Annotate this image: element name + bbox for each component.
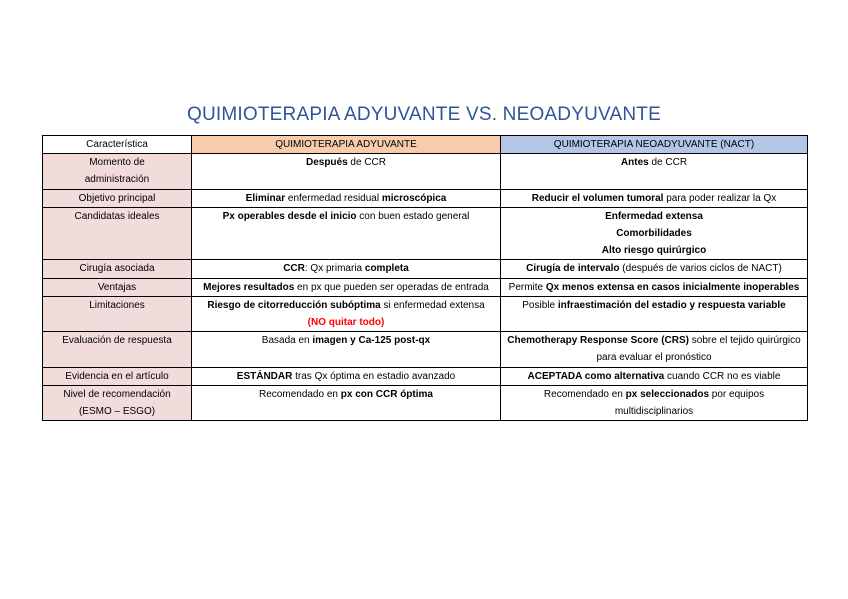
feature-line: administración: [84, 174, 150, 186]
cell-bold-text: Qx menos extensa en casos inicialmente inoperables: [545, 281, 800, 293]
adjuvant-cell: [192, 260, 501, 278]
cell-text: Basada en: [261, 335, 313, 347]
cell-text: tras Qx óptima en estadio avanzado: [292, 370, 456, 382]
cell-bold-line: Enfermedad extensa: [605, 210, 703, 222]
cell-bold-text: infraestimación del estadio y respuesta variable: [557, 299, 786, 311]
row-feature: Cirugía asociada: [43, 260, 192, 278]
cell-bold-text: microscópica: [381, 192, 447, 204]
cell-bold-text: px con CCR óptima: [340, 388, 433, 400]
cell-text: de CCR: [648, 157, 688, 169]
cell-bold-text: Eliminar: [245, 192, 286, 204]
cell-bold-line: Comorbilidades: [616, 228, 692, 240]
row-feature: Limitaciones: [43, 296, 192, 331]
table-row: [43, 207, 808, 260]
adjuvant-cell: [192, 296, 501, 331]
cell-text: enfermedad residual: [285, 192, 382, 204]
table-row: [43, 189, 808, 207]
neoadjuvant-cell: [501, 207, 808, 260]
row-feature: [43, 154, 192, 189]
table-header-row: [43, 136, 808, 154]
header-feature: Característica: [43, 136, 192, 154]
cell-bold-text: imagen y Ca-125 post-qx: [312, 335, 431, 347]
cell-text: (después de varios ciclos de NACT): [619, 263, 782, 275]
table-row: [43, 278, 808, 296]
neoadjuvant-cell: [501, 296, 808, 331]
cell-text: Recomendado en: [259, 388, 341, 400]
cell-bold-text: Reducir el volumen tumoral: [531, 192, 664, 204]
cell-bold-line: Alto riesgo quirúrgico: [601, 245, 707, 257]
row-feature: Ventajas: [43, 278, 192, 296]
header-neoadjuvant: QUIMIOTERAPIA NEOADYUVANTE (NACT): [501, 136, 808, 154]
table-row: [43, 385, 808, 420]
cell-text: Posible: [522, 299, 558, 311]
cell-bold-text: Antes: [620, 157, 649, 169]
adjuvant-cell: [192, 154, 501, 189]
cell-text: sobre el tejido quirúrgico: [688, 335, 801, 347]
row-feature: Evaluación de respuesta: [43, 332, 192, 367]
cell-text: cuando CCR no es viable: [664, 370, 781, 382]
adjuvant-cell: [192, 189, 501, 207]
cell-bold-text: ESTÁNDAR: [236, 370, 293, 382]
cell-bold-text: CCR: [283, 263, 305, 275]
cell-bold-text: px seleccionados: [625, 388, 710, 400]
table-row: [43, 154, 808, 189]
cell-bold-text: Px operables desde el inicio: [222, 210, 357, 222]
table-row: [43, 296, 808, 331]
row-feature: Objetivo principal: [43, 189, 192, 207]
table-row: [43, 367, 808, 385]
adjuvant-cell: [192, 332, 501, 367]
adjuvant-cell: [192, 367, 501, 385]
row-feature: [43, 385, 192, 420]
cell-text: para evaluar el pronóstico: [596, 352, 712, 364]
cell-text: Recomendado en: [543, 388, 626, 400]
neoadjuvant-cell: [501, 278, 808, 296]
neoadjuvant-cell: [501, 260, 808, 278]
cell-text: para poder realizar la Qx: [663, 192, 777, 204]
adjuvant-cell: [192, 207, 501, 260]
feature-line: Momento de: [89, 157, 145, 169]
row-feature: Candidatas ideales: [43, 207, 192, 260]
cell-text: en px que pueden ser operadas de entrada: [294, 281, 489, 293]
table-row: [43, 260, 808, 278]
neoadjuvant-cell: [501, 332, 808, 367]
row-feature: Evidencia en el artículo: [43, 367, 192, 385]
feature-line: (ESMO – ESGO): [78, 406, 156, 418]
cell-bold-text: Cirugía de intervalo: [526, 263, 620, 275]
cell-text: si enfermedad extensa: [380, 299, 485, 311]
adjuvant-cell: [192, 385, 501, 420]
cell-text: Permite: [508, 281, 546, 293]
cell-text: de CCR: [347, 157, 387, 169]
page-title: QUIMIOTERAPIA ADYUVANTE VS. NEOADYUVANTE: [187, 104, 661, 125]
cell-text: por equipos multidisciplinarios: [614, 388, 765, 418]
table-row: [43, 332, 808, 367]
comparison-table: [42, 135, 808, 421]
cell-bold-text: completa: [364, 263, 409, 275]
header-adjuvant: QUIMIOTERAPIA ADYUVANTE: [192, 136, 501, 154]
neoadjuvant-cell: [501, 385, 808, 420]
cell-bold-text: ACEPTADA como alternativa: [527, 370, 665, 382]
warning-note: (NO quitar todo): [307, 317, 385, 329]
cell-bold-text: Chemotherapy Response Score (CRS): [507, 335, 689, 347]
cell-bold-text: Después: [305, 157, 348, 169]
feature-line: Nivel de recomendación: [63, 388, 171, 400]
cell-text: : Qx primaria: [304, 263, 365, 275]
neoadjuvant-cell: [501, 154, 808, 189]
cell-bold-text: Riesgo de citorreducción subóptima: [207, 299, 381, 311]
neoadjuvant-cell: [501, 367, 808, 385]
cell-text: con buen estado general: [356, 210, 470, 222]
neoadjuvant-cell: [501, 189, 808, 207]
cell-bold-text: Mejores resultados: [203, 281, 295, 293]
adjuvant-cell: [192, 278, 501, 296]
